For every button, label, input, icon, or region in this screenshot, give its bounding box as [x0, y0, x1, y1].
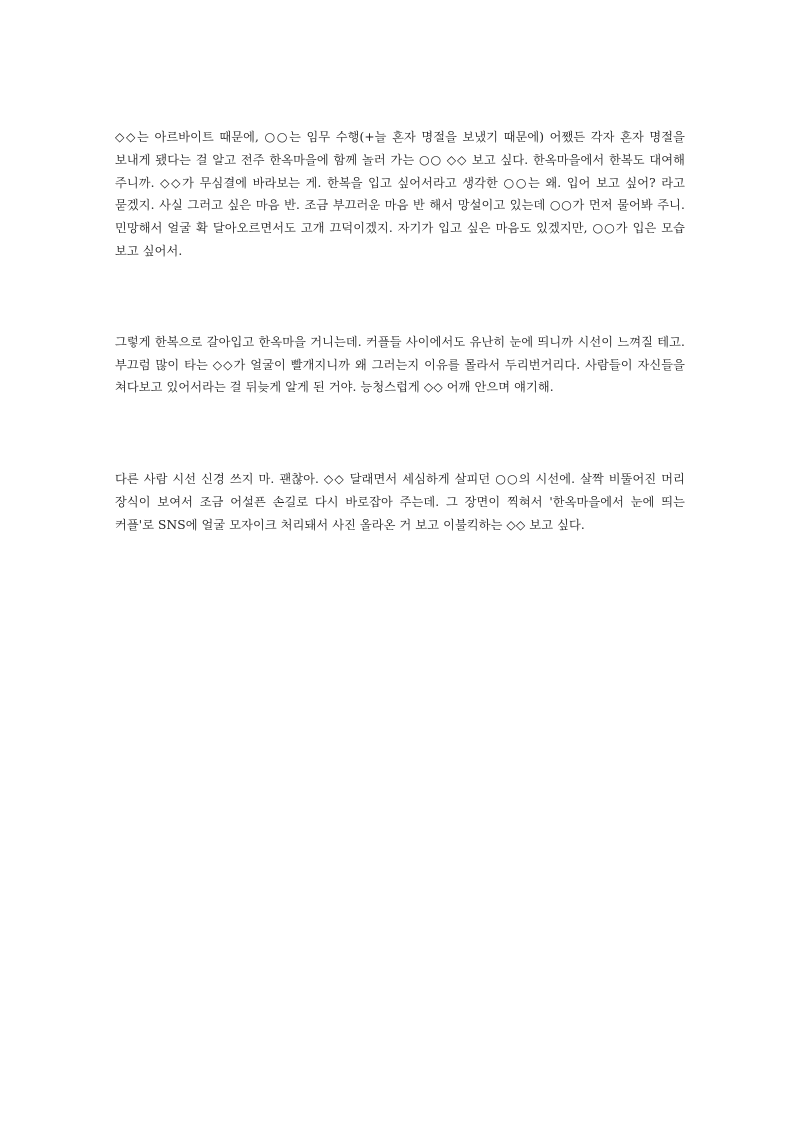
paragraph-1: ◇◇는 아르바이트 때문에, ○○는 임무 수행(+늘 혼자 명절을 보냈기 때문에) 어쨌든 각자 혼자 명절을 보내게 됐다는 걸 알고 전주 한옥마을에 함께 놀러 가는 ○○ ◇◇ 보고 싶다. 한옥마을에서 한복도 대여해 주니까. ◇◇가 무심결에 바라보는 게. 한복을 입고 싶어서라고 생각한 ○○는 왜. 입어 보고 싶어? 라고 묻겠지. 사실 그러고 싶은 마음 반. 조금 부끄러운 마음 반 해서 망설이고 있는데 ○○가 먼저 물어봐 주니. 민망해서 얼굴 확 달아오르면서도 고개 끄덕이겠지. 자기가 입고 싶은 마음도 있겠지만, ○○가 입은 모습 보고 싶어서. — [115, 130, 685, 258]
document-body — [115, 126, 685, 537]
paragraph-2: 그렇게 한복으로 갈아입고 한옥마을 거니는데. 커플들 사이에서도 유난히 눈에 띄니까 시선이 느껴질 테고. 부끄럼 많이 타는 ◇◇가 얼굴이 빨개지니까 왜 그러는지 이유를 몰라서 두리번거리다. 사람들이 자신들을 쳐다보고 있어서라는 걸 뒤늦게 알게 된 거야. 능청스럽게 ◇◇ 어깨 안으며 얘기해. — [115, 334, 685, 395]
paragraph-3: 다른 사람 시선 신경 쓰지 마. 괜찮아. ◇◇ 달래면서 세심하게 살피던 ○○의 시선에. 살짝 비뚤어진 머리 장식이 보여서 조금 어설픈 손길로 다시 바로잡아 주는데. 그 장면이 찍혀서 '한옥마을에서 눈에 띄는 커플'로 SNS에 얼굴 모자이크 처리돼서 사진 올라온 거 보고 이불킥하는 ◇◇ 보고 싶다. — [115, 472, 685, 532]
